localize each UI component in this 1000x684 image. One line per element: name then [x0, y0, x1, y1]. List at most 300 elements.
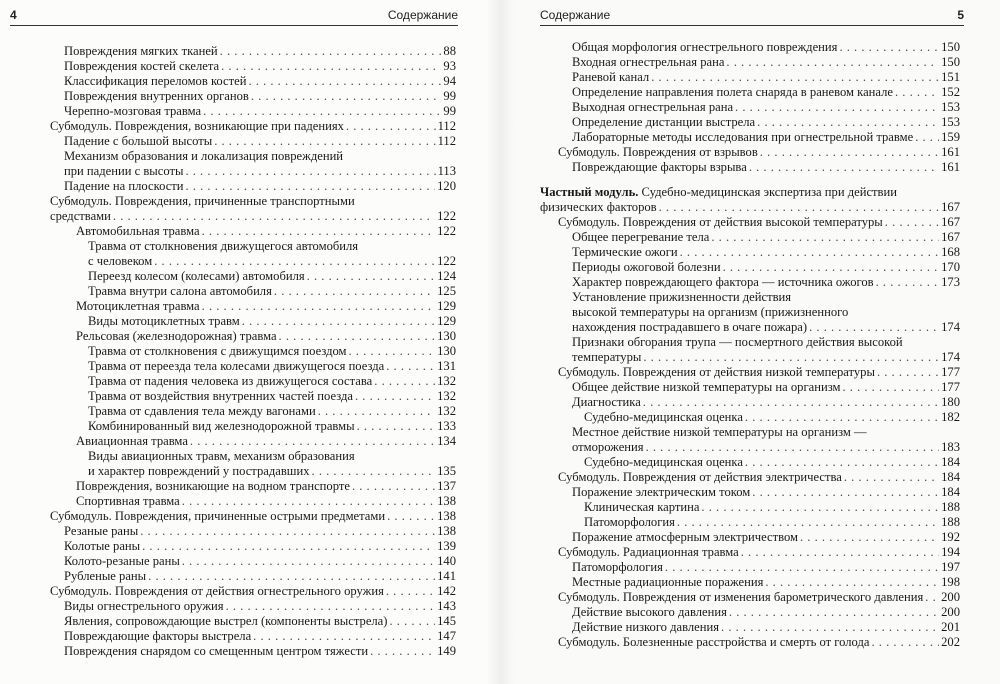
- toc-entry-text: Черепно-мозговая травма: [64, 104, 202, 118]
- toc-entry-text: Общая морфология огнестрельного повреждения: [572, 40, 838, 54]
- toc-entry[interactable]: [32, 494, 456, 509]
- toc-entry[interactable]: [32, 89, 456, 104]
- toc-entry-text: Травма от падения человека из движущегося состава: [88, 374, 373, 388]
- toc-entry-text: Субмодуль. Радиационная травма: [558, 545, 739, 559]
- toc-entry-title: [64, 539, 140, 554]
- toc-entry-title: [584, 500, 699, 515]
- toc-page-number: 177: [941, 380, 960, 394]
- toc-page-number: 182: [941, 410, 960, 424]
- toc-entry-title: [64, 524, 138, 539]
- toc-entry[interactable]: [540, 335, 960, 365]
- toc-entry[interactable]: [540, 245, 960, 260]
- right-page-header: [540, 8, 964, 24]
- toc-entry[interactable]: [540, 380, 960, 395]
- toc-entry-text: Действие низкого давления: [572, 620, 720, 634]
- toc-entry-title: [572, 320, 807, 335]
- toc-entry-text: высокой температуры на организм (прижизненного: [572, 305, 849, 319]
- toc-entry-title: [572, 85, 893, 100]
- toc-entry-text: Травма от воздействия внутренних частей поезда: [88, 389, 353, 403]
- toc-entry-text: при падении с высоты: [64, 164, 184, 178]
- toc-page-number: 177: [941, 365, 960, 379]
- dot-leader: [279, 329, 436, 344]
- toc-entry-title: [572, 380, 840, 395]
- dot-leader: [885, 215, 939, 230]
- toc-entry-title: [64, 89, 249, 104]
- toc-entry-title: [76, 434, 188, 449]
- toc-entry[interactable]: [32, 179, 456, 194]
- toc-page-number: 99: [443, 89, 456, 103]
- toc-entry[interactable]: [540, 85, 960, 100]
- toc-entry[interactable]: [32, 194, 456, 224]
- toc-entry-title: [572, 425, 867, 439]
- dot-leader: [190, 434, 435, 449]
- toc-entry-text: Падение с большой высоты: [64, 134, 213, 148]
- toc-page-number: 167: [941, 230, 960, 244]
- toc-entry-text: Раневой канал: [572, 70, 650, 84]
- toc-entry-title: [64, 59, 219, 74]
- dot-leader: [142, 539, 435, 554]
- dot-leader: [680, 245, 939, 260]
- toc-page-number: 197: [941, 560, 960, 574]
- toc-entry-text: Травма от сдавления тела между вагонами: [88, 404, 316, 418]
- toc-entry[interactable]: [540, 560, 960, 575]
- toc-entry[interactable]: [540, 545, 960, 560]
- toc-entry[interactable]: [540, 130, 960, 145]
- toc-entry[interactable]: [540, 590, 960, 605]
- toc-entry[interactable]: [540, 55, 960, 70]
- toc-page-number: 138: [437, 509, 456, 523]
- toc-entry-text: Определение дистанции выстрела: [572, 115, 756, 129]
- toc-entry-title: [572, 560, 663, 575]
- toc-entry-text: Поражение атмосферным электричеством: [572, 530, 798, 544]
- toc-entry-title: [572, 395, 641, 410]
- toc-page-number: 200: [941, 590, 960, 604]
- toc-entry-title: [572, 605, 727, 620]
- toc-entry-text: Субмодуль. Болезненные расстройства и смерть от голода: [558, 635, 870, 649]
- toc-entry-title: [558, 215, 883, 230]
- toc-entry-text: Субмодуль. Повреждения, возникающие при падениях: [50, 119, 344, 133]
- dot-leader: [352, 479, 435, 494]
- toc-page-number: 161: [941, 160, 960, 174]
- toc-page-number: 202: [941, 635, 960, 649]
- toc-entry-title: [572, 245, 678, 260]
- dot-leader: [760, 145, 939, 160]
- toc-entry-text: Травма от столкновения с движущимся поездом: [88, 344, 347, 358]
- toc-entry-text: Рельсовая (железнодорожная) травма: [76, 329, 277, 343]
- toc-page-number: 132: [437, 389, 456, 403]
- dot-leader: [148, 569, 435, 584]
- toc-page-number: 130: [437, 329, 456, 343]
- toc-entry[interactable]: [540, 260, 960, 275]
- toc-entry-title: [88, 374, 372, 389]
- toc-page-number: 174: [941, 320, 960, 334]
- toc-entry[interactable]: [32, 389, 456, 404]
- toc-entry-title: [572, 260, 721, 275]
- toc-page-number: 142: [437, 584, 456, 598]
- toc-entry-text: Периоды ожоговой болезни: [572, 260, 721, 274]
- toc-entry-title: [88, 389, 353, 404]
- toc-entry-title: [88, 254, 152, 269]
- toc-entry-bold-prefix: Частный модуль.: [540, 185, 639, 199]
- toc-entry-text: Субмодуль. Повреждения, причиненные острыми предметами: [50, 509, 386, 523]
- toc-entry-title: [64, 644, 368, 659]
- toc-entry-title: [572, 350, 641, 365]
- dot-leader: [182, 494, 435, 509]
- toc-entry[interactable]: [32, 509, 456, 524]
- toc-entry-title: [76, 329, 277, 344]
- dot-leader: [745, 410, 939, 425]
- toc-entry-text: Классификация переломов костей: [64, 74, 247, 88]
- dot-leader: [643, 395, 939, 410]
- toc-entry-title: [572, 115, 755, 130]
- toc-page-number: 147: [437, 629, 456, 643]
- toc-page-number: 93: [443, 59, 456, 73]
- toc-entry-title: [76, 224, 200, 239]
- toc-entry[interactable]: [540, 40, 960, 55]
- toc-entry[interactable]: [540, 410, 960, 425]
- toc-entry[interactable]: [32, 584, 456, 599]
- toc-page-number: 129: [437, 299, 456, 313]
- toc-entry-text: Автомобильная травма: [76, 224, 200, 238]
- toc-page-number: 138: [437, 494, 456, 508]
- dot-leader: [726, 55, 939, 70]
- toc-entry-title: [88, 344, 347, 359]
- toc-entry-title: [88, 269, 305, 284]
- toc-entry[interactable]: [540, 500, 960, 515]
- toc-entry-text: Повреждения внутренних органов: [64, 89, 249, 103]
- dot-leader: [665, 560, 939, 575]
- dot-leader: [729, 605, 939, 620]
- toc-entry-title: [88, 314, 240, 329]
- dot-leader: [203, 104, 441, 119]
- toc-entry[interactable]: [540, 620, 960, 635]
- toc-page-number: 188: [941, 500, 960, 514]
- toc-entry[interactable]: [32, 104, 456, 119]
- toc-entry-text: Действие высокого давления: [572, 605, 727, 619]
- toc-entry-text: Входная огнестрельная рана: [572, 55, 725, 69]
- toc-page-number: 159: [941, 130, 960, 144]
- toc-entry-text: средствами: [50, 209, 111, 223]
- toc-page-number: 184: [941, 485, 960, 499]
- toc-entry[interactable]: [540, 160, 960, 175]
- toc-entry-title: [88, 419, 355, 434]
- toc-entry-title: [64, 554, 180, 569]
- toc-entry[interactable]: [32, 74, 456, 89]
- toc-entry-title: [76, 299, 200, 314]
- toc-entry[interactable]: [540, 515, 960, 530]
- toc-entry-text: Повреждения костей скелета: [64, 59, 220, 73]
- toc-entry[interactable]: [540, 70, 960, 85]
- toc-page-number: 183: [941, 440, 960, 454]
- toc-entry-title: [88, 239, 358, 253]
- toc-entry[interactable]: [32, 224, 456, 239]
- toc-entry-text: Определение направления полета снаряда в раневом канале: [572, 85, 893, 99]
- toc-page-number: 173: [941, 275, 960, 289]
- toc-entry[interactable]: [32, 284, 456, 299]
- dot-leader: [221, 59, 441, 74]
- toc-entry-title: [572, 230, 709, 245]
- toc-entry[interactable]: [32, 629, 456, 644]
- toc-entry-title: [64, 104, 201, 119]
- toc-entry-title: [64, 614, 387, 629]
- toc-entry[interactable]: [32, 419, 456, 434]
- toc-entry-text: Виды авиационных травм, механизм образования: [88, 449, 355, 463]
- toc-entry[interactable]: [540, 575, 960, 590]
- toc-entry-text: температуры: [572, 350, 642, 364]
- dot-leader: [220, 44, 442, 59]
- toc-entry[interactable]: [540, 145, 960, 160]
- toc-page-number: 168: [941, 245, 960, 259]
- toc-entry[interactable]: [32, 269, 456, 284]
- toc-entry[interactable]: [540, 470, 960, 485]
- dot-leader: [346, 119, 436, 134]
- dot-leader: [274, 284, 435, 299]
- toc-entry[interactable]: [540, 425, 960, 455]
- toc-page-number: 133: [437, 419, 456, 433]
- dot-leader: [745, 455, 939, 470]
- toc-entry[interactable]: [32, 554, 456, 569]
- page-number: 5: [957, 8, 964, 22]
- toc-entry-title: [88, 464, 310, 479]
- toc-entry-text: Субмодуль. Повреждения от действия электричества: [558, 470, 842, 484]
- toc-entry[interactable]: [540, 100, 960, 115]
- dot-leader: [646, 440, 940, 455]
- dot-leader: [186, 179, 436, 194]
- toc-entry[interactable]: [540, 115, 960, 130]
- toc-entry[interactable]: [540, 395, 960, 410]
- toc-entry-title: [584, 515, 675, 530]
- toc-page-number: 167: [941, 200, 960, 214]
- toc-entry-title: [558, 545, 739, 560]
- toc-entry-text: Виды огнестрельного оружия: [64, 599, 224, 613]
- toc-entry-text: Субмодуль. Повреждения от изменения барометрического давления: [558, 590, 924, 604]
- toc-page-number: 135: [437, 464, 456, 478]
- section-gap: [540, 175, 960, 185]
- toc-entry-text: Повреждения снарядом со смещенным центром тяжести: [64, 644, 369, 658]
- dot-leader: [370, 644, 435, 659]
- toc-page-number: 153: [941, 100, 960, 114]
- toc-page-number: 198: [941, 575, 960, 589]
- toc-entry[interactable]: [32, 599, 456, 614]
- dot-leader: [915, 130, 939, 145]
- dot-leader: [349, 344, 436, 359]
- dot-leader: [757, 115, 939, 130]
- toc-entry[interactable]: [32, 539, 456, 554]
- toc-entry-text: Авиационная травма: [76, 434, 188, 448]
- toc-entry-text: Повреждения, возникающие на водном транспорте: [76, 479, 350, 493]
- toc-page-number: 152: [941, 85, 960, 99]
- dot-leader: [871, 635, 939, 650]
- toc-entry-text: Травма внутри салона автомобиля: [88, 284, 272, 298]
- dot-leader: [701, 500, 939, 515]
- toc-entry-text: Субмодуль. Повреждения от взрывов: [558, 145, 758, 159]
- toc-page-number: 122: [437, 254, 456, 268]
- toc-entry-text: Клиническая картина: [584, 500, 700, 514]
- toc-entry-title: [64, 44, 218, 59]
- toc-entry[interactable]: [32, 614, 456, 629]
- toc-entry[interactable]: [32, 479, 456, 494]
- toc-entry[interactable]: [32, 44, 456, 59]
- dot-leader: [242, 314, 435, 329]
- toc-entry-title: [572, 160, 747, 175]
- toc-page-number: 184: [941, 470, 960, 484]
- toc-page-number: 192: [941, 530, 960, 544]
- toc-entry[interactable]: [32, 374, 456, 389]
- toc-entry-title: [64, 74, 246, 89]
- toc-page-number: 130: [437, 344, 456, 358]
- toc-entry[interactable]: [32, 569, 456, 584]
- toc-entry[interactable]: [32, 344, 456, 359]
- toc-entry-title: [572, 55, 724, 70]
- toc-entry[interactable]: [32, 449, 456, 479]
- dot-leader: [877, 365, 939, 380]
- toc-entry-title: [584, 455, 743, 470]
- toc-entry[interactable]: [540, 635, 960, 650]
- toc-entry-text: Спортивная травма: [76, 494, 180, 508]
- toc-entry[interactable]: [540, 530, 960, 545]
- toc-entry-title: [558, 635, 869, 650]
- toc-entry-text: Термические ожоги: [572, 245, 678, 259]
- toc-entry-title: [540, 200, 657, 215]
- dot-leader: [842, 380, 939, 395]
- dot-leader: [839, 40, 939, 55]
- toc-entry-title: [50, 119, 344, 134]
- toc-entry-text: и характер повреждений у пострадавших: [88, 464, 310, 478]
- toc-entry-text: Диагностика: [572, 395, 641, 409]
- toc-entry-title: [88, 284, 272, 299]
- toc-entry[interactable]: [32, 644, 456, 659]
- toc-page-number: 141: [437, 569, 456, 583]
- toc-page-number: 132: [437, 404, 456, 418]
- toc-entry-text: Местные радиационные поражения: [572, 575, 764, 589]
- toc-entry-text: Патоморфология: [572, 560, 663, 574]
- toc-entry-title: [572, 290, 791, 304]
- toc-entry[interactable]: [32, 134, 456, 149]
- toc-entry[interactable]: [32, 59, 456, 74]
- toc-page-number: 161: [941, 145, 960, 159]
- toc-entry-title: [584, 410, 743, 425]
- toc-entry[interactable]: [540, 290, 960, 335]
- toc-entry[interactable]: [540, 275, 960, 290]
- dot-leader: [374, 374, 435, 389]
- dot-leader: [844, 470, 939, 485]
- dot-leader: [389, 614, 435, 629]
- toc-entry[interactable]: [540, 215, 960, 230]
- toc-entry-title: [572, 40, 837, 55]
- dot-leader: [643, 350, 939, 365]
- dot-leader: [202, 224, 436, 239]
- dot-leader: [711, 230, 939, 245]
- toc-entry-text: Колотые раны: [64, 539, 141, 553]
- toc-list: [540, 40, 960, 650]
- toc-entry-title: [50, 584, 384, 599]
- dot-leader: [226, 599, 436, 614]
- toc-entry[interactable]: [32, 404, 456, 419]
- toc-page-number: 184: [941, 455, 960, 469]
- toc-entry[interactable]: [32, 149, 456, 179]
- dot-leader: [182, 554, 435, 569]
- toc-entry-text: Судебно-медицинская экспертиза при действии: [638, 185, 897, 199]
- toc-entry[interactable]: [540, 365, 960, 380]
- dot-leader: [214, 134, 435, 149]
- toc-entry-title: [572, 130, 913, 145]
- toc-entry[interactable]: [540, 185, 960, 215]
- toc-entry-text: Колото-резаные раны: [64, 554, 180, 568]
- toc-page-number: 132: [437, 374, 456, 388]
- toc-entry-title: [558, 365, 875, 380]
- toc-entry[interactable]: [540, 605, 960, 620]
- toc-page-number: 151: [941, 70, 960, 84]
- toc-entry-text: Травма от переезда тела колесами движущегося поезда: [88, 359, 385, 373]
- toc-entry[interactable]: [32, 314, 456, 329]
- toc-entry-text: Субмодуль. Повреждения от действия низкой температуры: [558, 365, 875, 379]
- toc-entry-text: Лабораторные методы исследования при огнестрельной травме: [572, 130, 914, 144]
- toc-entry-title: [64, 599, 224, 614]
- toc-page-number: 134: [437, 434, 456, 448]
- toc-page-number: 149: [437, 644, 456, 658]
- toc-entry[interactable]: [32, 434, 456, 449]
- toc-page-number: 194: [941, 545, 960, 559]
- dot-leader: [723, 260, 940, 275]
- toc-entry-text: Явления, сопровождающие выстрел (компоненты выстрела): [64, 614, 388, 628]
- toc-entry-title: [572, 620, 719, 635]
- running-title: Содержание: [387, 8, 458, 22]
- toc-entry[interactable]: [540, 485, 960, 500]
- toc-entry[interactable]: [32, 299, 456, 314]
- right-page: [500, 0, 1000, 684]
- dot-leader: [752, 485, 939, 500]
- toc-page-number: 174: [941, 350, 960, 364]
- toc-entry-title: [572, 485, 750, 500]
- toc-entry-text: Поражение электрическим током: [572, 485, 751, 499]
- dot-leader: [251, 89, 442, 104]
- toc-entry[interactable]: [32, 239, 456, 269]
- toc-entry-title: [540, 185, 897, 199]
- toc-entry[interactable]: [540, 230, 960, 245]
- toc-entry-title: [572, 440, 644, 455]
- toc-entry-text: Выходная огнестрельная рана: [572, 100, 734, 114]
- header-rule: [540, 25, 964, 26]
- toc-page-number: 145: [437, 614, 456, 628]
- toc-entry[interactable]: [540, 455, 960, 470]
- toc-page-number: 167: [941, 215, 960, 229]
- toc-entry-title: [76, 479, 350, 494]
- dot-leader: [741, 545, 939, 560]
- dot-leader: [386, 584, 435, 599]
- toc-entry-text: Повреждения мягких тканей: [64, 44, 218, 58]
- toc-entry[interactable]: [32, 359, 456, 374]
- dot-leader: [809, 320, 939, 335]
- toc-page-number: 138: [437, 524, 456, 538]
- toc-entry[interactable]: [32, 329, 456, 344]
- toc-page-number: 201: [941, 620, 960, 634]
- toc-entry-title: [64, 629, 251, 644]
- toc-entry-title: [572, 305, 848, 319]
- toc-entry-text: Травма от столкновения движущегося автомобиля: [88, 239, 359, 253]
- dot-leader: [185, 164, 435, 179]
- toc-entry[interactable]: [32, 524, 456, 539]
- toc-page-number: 139: [437, 539, 456, 553]
- toc-page-number: 200: [941, 605, 960, 619]
- toc-entry[interactable]: [32, 119, 456, 134]
- dot-leader: [253, 629, 435, 644]
- toc-page-number: 122: [437, 224, 456, 238]
- dot-leader: [735, 100, 939, 115]
- dot-leader: [925, 590, 939, 605]
- toc-entry-text: Повреждающие факторы взрыва: [572, 160, 747, 174]
- dot-leader: [800, 530, 939, 545]
- toc-entry-text: Резаные раны: [64, 524, 139, 538]
